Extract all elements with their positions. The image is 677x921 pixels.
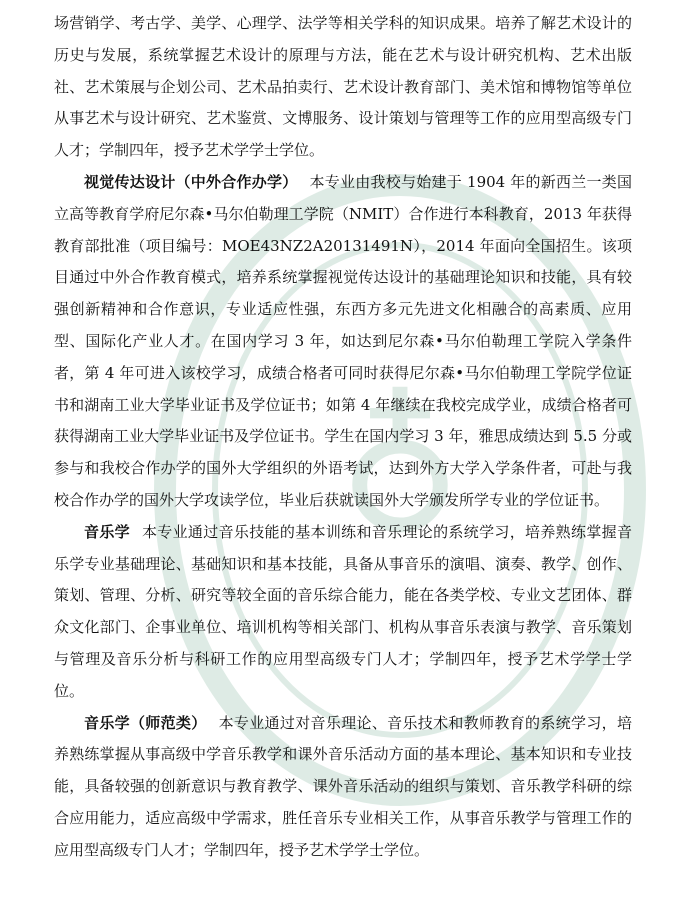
paragraph-visual-communication [54,167,632,517]
paragraph-text: 本专业由我校与始建于 1904 年的新西兰一类国立高等教育学府尼尔森•马尔伯勒理工学院（NMIT）合作进行本科教育，2013 年获得教育部批准（项目编号：MOE43NZ2A20131491N），2014 年面向全国招生。该项目通过中外合作教育模式，培养系统掌握视觉传达设计的基础理论知识和技能，具有较强创新精神和合作意识，专业适应性强，东西方多元先进文化相融合的高素质、应用型、国际化产业人才。在国内学习 3 年，如达到尼尔森•马尔伯勒理工学院入学条件者，第 4 年可进入该校学习，成绩合格者可同时获得尼尔森•马尔伯勒理工学院学位证书和湖南工业大学毕业证书及学位证书；如第 4 年继续在我校完成学业，成绩合格者可获得湖南工业大学毕业证书及学位证书。学生在国内学习 3 年，雅思成绩达到 5.5 分或参与和我校合作办学的国外大学组织的外语考试，达到外方大学入学条件者，可赴与我校合作办学的国外大学攻读学位，毕业后获就读国外大学颁发所学专业的学位证书。 [54,172,632,509]
paragraph-title: 音乐学（师范类） [84,713,207,732]
svg-text:♁: ♁ [337,373,463,571]
paragraph-musicology-normal [54,708,632,867]
paragraph-title: 视觉传达设计（中外合作办学） [84,172,298,191]
paragraph-art-design [54,8,632,167]
paragraph-text: 本专业通过对音乐理论、音乐技术和教师教育的系统学习，培养熟练掌握从事高级中学音乐教学和课外音乐活动方面的基本理论、基本知识和专业技能，具备较强的创新意识与教育教学、课外音乐活动的组织与策划、音乐教学科研的综合应用能力，适应高级中学需求，胜任音乐专业相关工作，从事音乐教学与管理工作的应用型高级专门人才；学制四年，授予艺术学学士学位。 [54,713,632,859]
paragraph-text: 本专业通过音乐技能的基本训练和音乐理论的系统学习，培养熟练掌握音乐学专业基础理论、基础知识和基本技能，具备从事音乐的演唱、演奏、教学、创作、策划、管理、分析、研究等较全面的音乐综合能力，能在各类学校、专业文艺团体、群众文化部门、企事业单位、培训机构等相关部门、机构从事音乐表演与教学、音乐策划与管理及音乐分析与科研工作的应用型高级专门人才；学制四年，授予艺术学学士学位。 [54,522,632,700]
paragraph-title: 音乐学 [84,522,130,541]
paragraph-text: 场营销学、考古学、美学、心理学、法学等相关学科的知识成果。培养了解艺术设计的历史与发展，系统掌握艺术设计的原理与方法，能在艺术与设计研究机构、艺术出版社、艺术策展与企划公司、艺术品拍卖行、艺术设计教育部门、美术馆和博物馆等单位从事艺术与设计研究、艺术鉴赏、文博服务、设计策划与管理等工作的应用型高级专门人才；学制四年，授予艺术学学士学位。 [54,14,632,160]
document-page [54,8,632,867]
paragraph-musicology [54,517,632,708]
